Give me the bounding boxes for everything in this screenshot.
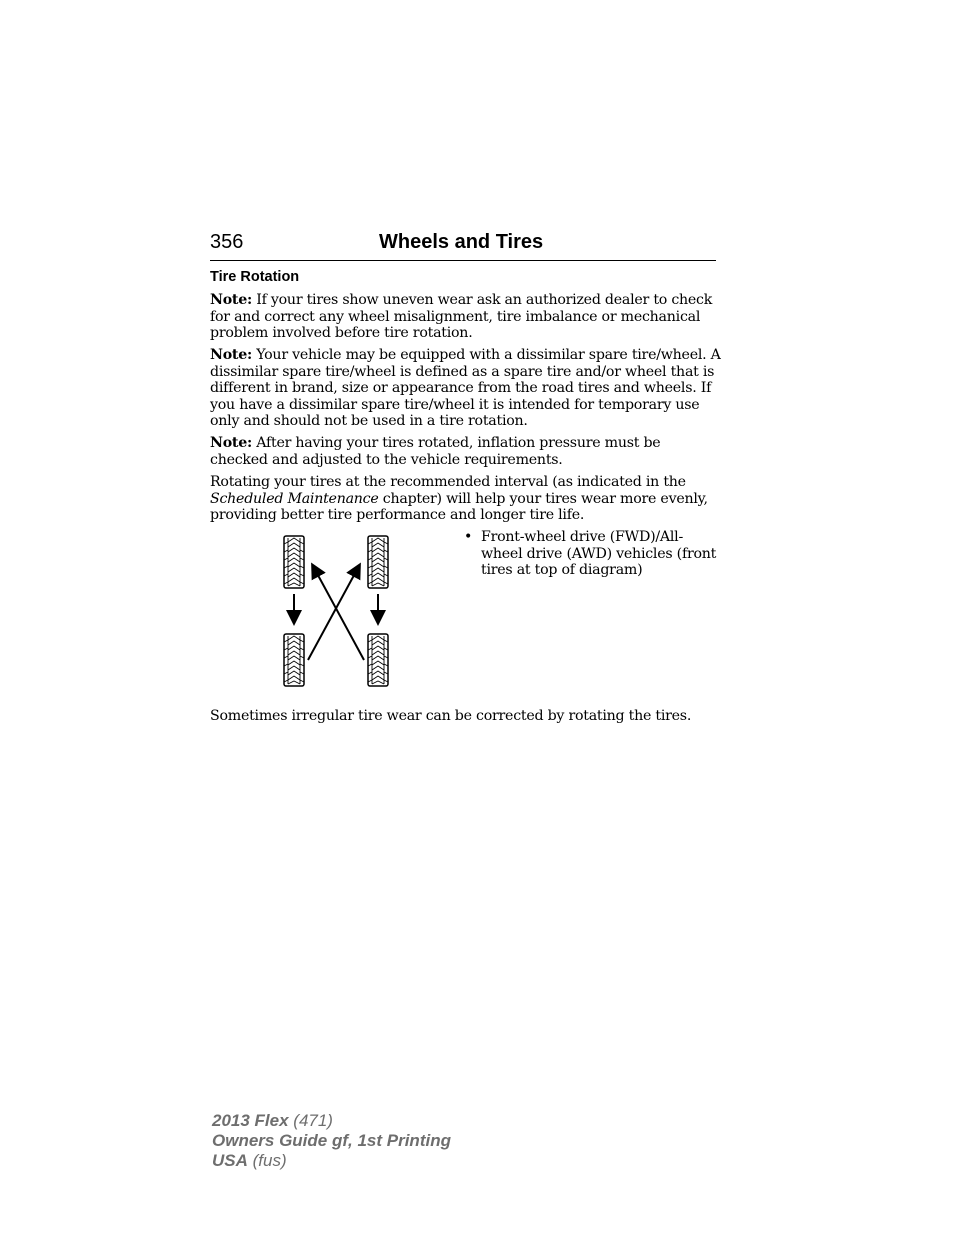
rotation-paragraph [210, 474, 722, 524]
note-label: Note: [210, 435, 252, 451]
note-label: Note: [210, 292, 252, 308]
rear-left-tire-icon [284, 634, 304, 686]
footer-region-code: (fus) [247, 1151, 287, 1170]
note-paragraph [210, 435, 722, 468]
chapter-title: Wheels and Tires [379, 231, 544, 253]
footer-model: 2013 Flex [212, 1111, 289, 1130]
front-right-tire-icon [368, 536, 388, 588]
arrow-rear-right-to-front-left-icon [313, 566, 364, 660]
rear-right-tire-icon [368, 634, 388, 686]
rotation-text-start: Rotating your tires at the recommended interval (as indicated in the [210, 474, 686, 490]
bullet-text: Front-wheel drive (FWD)/All-wheel drive (AWD) vehicles (front tires at top of diagram) [481, 529, 717, 578]
note-text: If your tires show uneven wear ask an authorized dealer to check for and correct any wheel misalignment, tire imbalance or mechanical problem involved before tire rotation. [210, 292, 713, 341]
rotation-text-end: chapter) will help your tires wear more evenly, providing better tire performance and longer tire life. [210, 490, 708, 523]
footer-guide: Owners Guide gf, 1st Printing [212, 1131, 451, 1150]
tire-rotation-diagram [280, 532, 395, 692]
note-text: After having your tires rotated, inflation pressure must be checked and adjusted to the vehicle requirements. [210, 435, 661, 468]
page-header [210, 230, 716, 261]
note-paragraph [210, 347, 722, 430]
note-text: Your vehicle may be equipped with a dissimilar spare tire/wheel. A dissimilar spare tire/wheel is defined as a spare tire and/or wheel that is different in brand, size or appearance from the road tires and wheels. If you have a dissimilar spare tire/wheel it is intended for temporary use only and should not be used in a tire rotation. [210, 347, 721, 429]
bullet-marker: • [464, 529, 473, 545]
footer-region: USA [212, 1151, 248, 1170]
footer-model-code: (471) [288, 1111, 333, 1130]
arrow-rear-left-to-front-right-icon [308, 566, 359, 660]
note-paragraph [210, 292, 722, 342]
page-number: 356 [210, 231, 244, 253]
section-title: Tire Rotation [210, 269, 300, 285]
front-left-tire-icon [284, 536, 304, 588]
closing-paragraph: Sometimes irregular tire wear can be corrected by rotating the tires. [210, 708, 692, 724]
note-label: Note: [210, 347, 252, 363]
chapter-reference: Scheduled Maintenance [210, 490, 379, 507]
page-footer [212, 1111, 451, 1171]
